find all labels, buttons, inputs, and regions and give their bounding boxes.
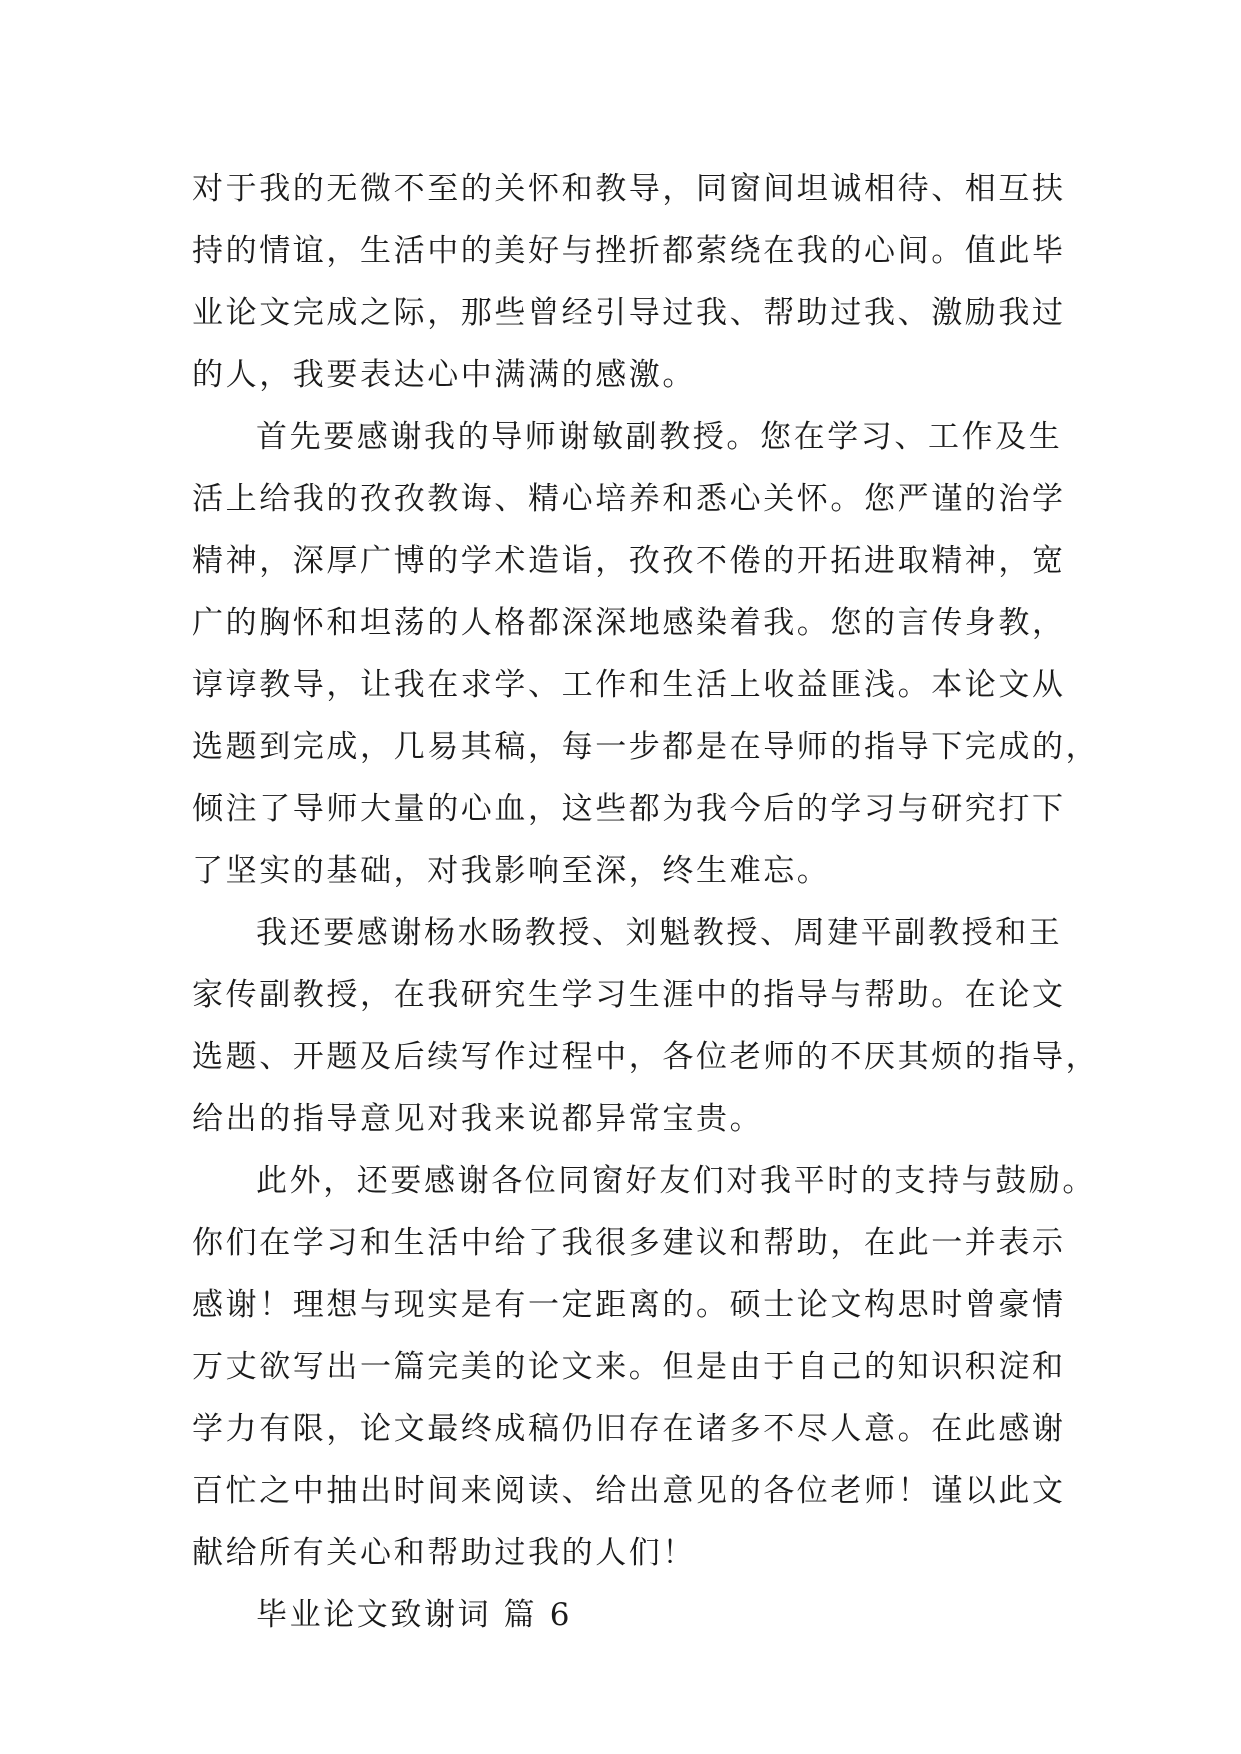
- text-line: 百忙之中抽出时间来阅读、给出意见的各位老师！谨以此文: [192, 1473, 1066, 1509]
- text-line: 的人，我要表达心中满满的感激。: [192, 357, 696, 393]
- text-line: 谆谆教导，让我在求学、工作和生活上收益匪浅。本论文从: [192, 667, 1066, 703]
- text-line: 万丈欲写出一篇完美的论文来。但是由于自己的知识积淀和: [192, 1349, 1066, 1385]
- text-line: 献给所有关心和帮助过我的人们！: [192, 1535, 696, 1571]
- document-body: [192, 158, 1100, 1646]
- paragraph: [192, 1150, 1096, 1584]
- text-line: 家传副教授，在我研究生学习生涯中的指导与帮助。在论文: [192, 977, 1066, 1013]
- text-line: 持的情谊，生活中的美好与挫折都萦绕在我的心间。值此毕: [192, 233, 1066, 269]
- text-line: 学力有限，论文最终成稿仍旧存在诸多不尽人意。在此感谢: [192, 1411, 1066, 1447]
- text-line: 此外，还要感谢各位同窗好友们对我平时的支持与鼓励。: [256, 1163, 1096, 1199]
- paragraph: [192, 406, 1100, 902]
- text-line: 给出的指导意见对我来说都异常宝贵。: [192, 1101, 764, 1137]
- text-line: 对于我的无微不至的关怀和教导，同窗间坦诚相待、相互扶: [192, 171, 1066, 207]
- text-line: 了坚实的基础，对我影响至深，终生难忘。: [192, 853, 831, 889]
- text-line: 选题到完成，几易其稿，每一步都是在导师的指导下完成的，: [192, 729, 1100, 765]
- text-line: 毕业论文致谢词 篇 6: [256, 1597, 573, 1633]
- paragraph: [192, 158, 1066, 406]
- section-heading: [192, 1584, 1062, 1646]
- text-line: 感谢！理想与现实是有一定距离的。硕士论文构思时曾豪情: [192, 1287, 1066, 1323]
- text-line: 首先要感谢我的导师谢敏副教授。您在学习、工作及生: [256, 419, 1063, 455]
- text-line: 业论文完成之际，那些曾经引导过我、帮助过我、激励我过: [192, 295, 1066, 331]
- text-line: 倾注了导师大量的心血，这些都为我今后的学习与研究打下: [192, 791, 1066, 827]
- paragraph: [192, 902, 1100, 1150]
- text-line: 我还要感谢杨水旸教授、刘魁教授、周建平副教授和王: [256, 915, 1063, 951]
- text-line: 精神，深厚广博的学术造诣，孜孜不倦的开拓进取精神，宽: [192, 543, 1066, 579]
- text-line: 活上给我的孜孜教诲、精心培养和悉心关怀。您严谨的治学: [192, 481, 1066, 517]
- text-line: 广的胸怀和坦荡的人格都深深地感染着我。您的言传身教，: [192, 605, 1066, 641]
- text-line: 你们在学习和生活中给了我很多建议和帮助，在此一并表示: [192, 1225, 1066, 1261]
- text-line: 选题、开题及后续写作过程中，各位老师的不厌其烦的指导，: [192, 1039, 1100, 1075]
